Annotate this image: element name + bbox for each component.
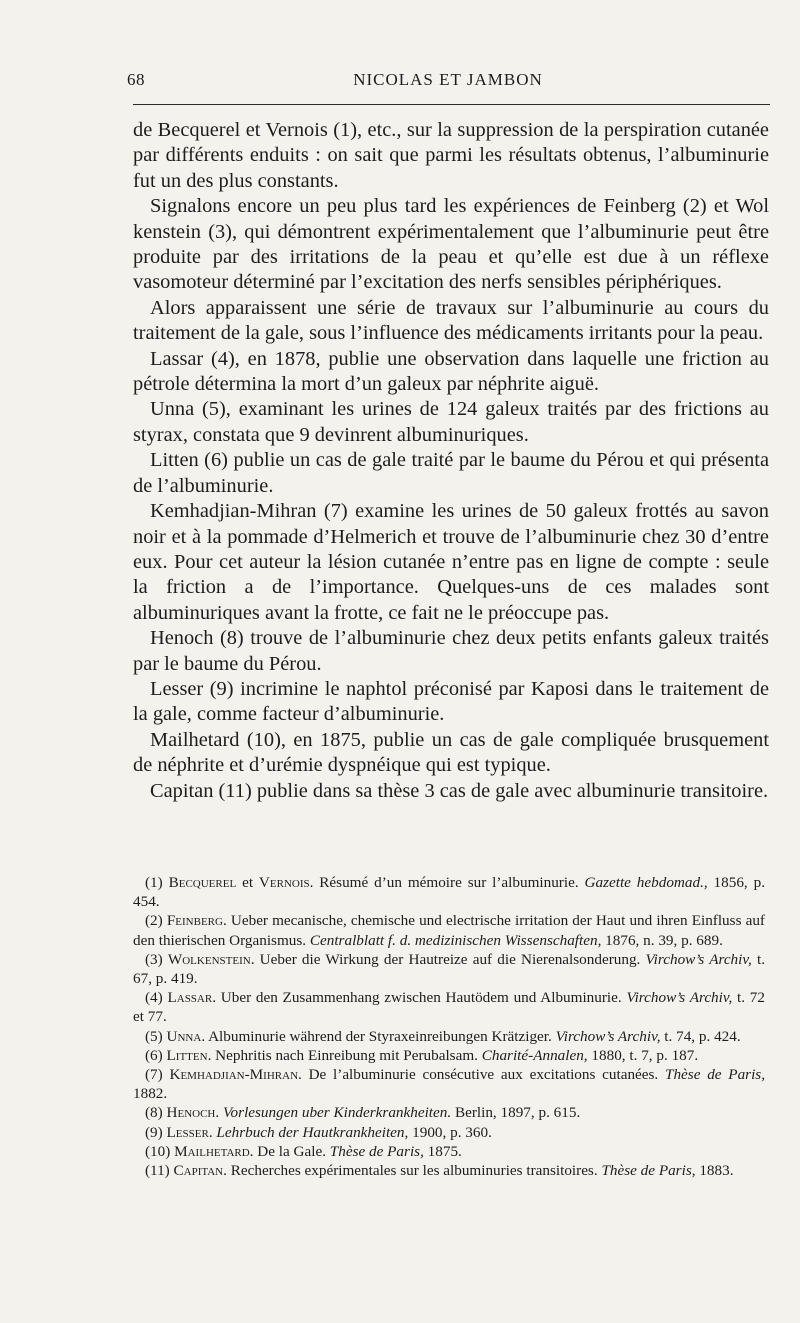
footnote-author: Kemhadjian-Mihran <box>169 1066 299 1084</box>
footnotes <box>133 873 765 1180</box>
footnote-number: (10) <box>145 1142 171 1160</box>
footnote-number: (5) <box>145 1027 163 1045</box>
paragraph: Henoch (8) trouve de l’albuminurie chez deux petits enfants galeux traités par le baume du Pérou. <box>133 627 769 675</box>
footnote-number: (3) <box>145 950 163 968</box>
footnote-author: Litten <box>166 1046 208 1064</box>
footnote-text: . Ueber die Wirkung der Hautreize auf die Nierenalsonderung. <box>250 950 646 968</box>
footnote-author: Vernois <box>258 874 310 891</box>
footnote <box>133 1161 765 1180</box>
footnote-source: Virchow’s Archiv, <box>626 989 733 1007</box>
footnote-conjunction: et <box>236 874 259 891</box>
footnote <box>133 1103 765 1122</box>
footnote-number: (8) <box>145 1104 163 1122</box>
footnote-text: . De l’albuminurie consécutive aux excitations cutanées. <box>298 1066 665 1084</box>
footnote <box>133 911 765 949</box>
footnote-source: Thèse de Paris, <box>601 1162 696 1180</box>
footnote <box>133 988 765 1026</box>
paragraph: Litten (6) publie un cas de gale traité par le baume du Pérou et qui présenta de l’albuminurie. <box>133 449 769 497</box>
footnote-tail: 1880, t. 7, p. 187. <box>587 1046 699 1064</box>
footnote-tail: t. 72 et 77. <box>133 989 765 1026</box>
footnote-tail: 1883. <box>695 1162 734 1180</box>
footnote-source: Virchow’s Archiv, <box>555 1027 661 1045</box>
footnote-text: . <box>208 1123 217 1141</box>
footnote-source: Thèse de Paris, <box>665 1066 765 1084</box>
page <box>127 70 769 1180</box>
footnote-number: (2) <box>145 912 163 930</box>
footnote-number: (4) <box>145 989 163 1007</box>
footnote <box>133 1065 765 1103</box>
footnote <box>133 950 765 988</box>
paragraph: Unna (5), examinant les urines de 124 galeux traités par des frictions au styrax, constata que 9 devinrent albuminuriques. <box>133 398 769 446</box>
footnote-source: Thèse de Paris, <box>329 1142 424 1160</box>
footnote-source: Gazette hebdomad., <box>584 874 708 891</box>
paragraph: Signalons encore un peu plus tard les expériences de Feinberg (2) et Wol kenstein (3), qui démontrent expérimentalement que l’albuminurie peut être produite par des irritations de la peau et qu’elle est due à un réflexe vasomoteur déterminé par l’excitation des nerfs sensibles périphériques. <box>133 195 769 294</box>
footnote-tail: t. 74, p. 424. <box>660 1027 741 1045</box>
footnote <box>133 873 765 911</box>
body-text <box>133 118 769 804</box>
footnote-tail: 1876, n. 39, p. 689. <box>601 931 723 949</box>
footnote-author: Lesser <box>166 1123 209 1141</box>
paragraph: Capitan (11) publie dans sa thèse 3 cas de gale avec albuminurie transitoire. <box>150 779 769 802</box>
footnote-source: Vorlesungen uber Kinderkrankheiten. <box>222 1104 452 1122</box>
footnote-author: Mailhetard <box>174 1142 250 1160</box>
footnote <box>133 1046 765 1065</box>
footnote-text: . <box>215 1104 223 1122</box>
footnote-number: (9) <box>145 1123 163 1141</box>
footnote-text: . Nephritis nach Einreibung mit Perubalsam. <box>207 1046 482 1064</box>
footnote-tail: 1875. <box>423 1142 462 1160</box>
paragraph: Mailhetard (10), en 1875, publie un cas de gale compliquée brusquement de néphrite et d’urémie dyspnéique qui est typique. <box>133 728 769 777</box>
footnote <box>133 1142 765 1161</box>
footnote-tail: 1882. <box>133 1085 168 1103</box>
footnote-source: Lehrbuch der Hautkrankheiten, <box>216 1123 409 1141</box>
footnote-author: Wolkenstein <box>167 950 251 968</box>
footnote-tail: 1856, p. 454. <box>133 874 766 911</box>
paragraph: Kemhadjian-Mihran (7) examine les urines de 50 galeux frottés au savon noir et à la pommade d’Helmerich et trouve de l’albuminurie chez 30 d’entre eux. Pour cet auteur la lésion cutanée n’entre pas en ligne de compte : seule la friction a de l’importance. Quelques-uns de ces malades sont albuminuriques avant la frotte, ce fait ne le préoccupe pas. <box>133 500 769 624</box>
footnote-tail: t. 67, p. 419. <box>133 950 765 988</box>
paragraph: Lesser (9) incrimine le naphtol préconisé par Kaposi dans le traitement de la gale, comme facteur d’albuminurie. <box>133 677 769 726</box>
footnote-tail: Berlin, 1897, p. 615. <box>451 1104 581 1122</box>
footnote-number: (7) <box>145 1066 163 1084</box>
footnote-author: Henoch <box>166 1104 216 1122</box>
footnote-source: Charité-Annalen, <box>481 1046 588 1064</box>
footnote-tail: 1900, p. 360. <box>408 1123 492 1141</box>
footnote-text: . Uber den Zusammenhang zwischen Hautödem und Albuminurie. <box>212 989 627 1007</box>
footnote-number: (6) <box>145 1046 163 1064</box>
footnote-author: Unna <box>166 1027 202 1045</box>
footnote <box>133 1123 765 1142</box>
footnote-source: Virchow’s Archiv, <box>645 950 752 968</box>
footnote-author: Capitan <box>173 1162 224 1180</box>
footnote-text: . De la Gale. <box>249 1142 330 1160</box>
footnote-text: . Résumé d’un mémoire sur l’albuminurie. <box>309 874 585 891</box>
footnote-text: . Recherches expérimentales sur les albuminuries transitoires. <box>223 1162 602 1180</box>
footnote-text: . Albuminurie während der Styraxeinreibungen Krätziger. <box>201 1027 556 1045</box>
footnote-number: (11) <box>145 1162 170 1180</box>
footnote-source: Centralblatt f. d. medizinischen Wissenschaften, <box>309 931 602 949</box>
header-rule <box>133 104 770 105</box>
footnote <box>133 1027 765 1046</box>
footnote-author: Feinberg <box>166 912 223 930</box>
paragraph: Alors apparaissent une série de travaux sur l’albuminurie au cours du traitement de la gale, sous l’influence des médicaments irritants pour la peau. <box>133 296 769 345</box>
footnote-author: Becquerel <box>168 874 237 891</box>
running-header <box>127 70 763 96</box>
footnote-number: (1) <box>145 874 163 891</box>
page-number: 68 <box>127 70 145 89</box>
paragraph: Lassar (4), en 1878, publie une observation dans laquelle une friction au pétrole détermina la mort d’un galeux par néphrite aiguë. <box>133 347 769 396</box>
paragraph: de Becquerel et Vernois (1), etc., sur la suppression de la perspiration cutanée par différents enduits : on sait que parmi les résultats obtenus, l’albuminurie fut un des plus constants. <box>133 119 769 192</box>
running-title: NICOLAS ET JAMBON <box>353 70 543 89</box>
footnote-text: . Ueber mecanische, chemische und electrische irritation der Haut und ihren Einfluss auf den thierischen Organismus. <box>133 912 765 949</box>
footnote-author: Lassar <box>167 989 213 1007</box>
